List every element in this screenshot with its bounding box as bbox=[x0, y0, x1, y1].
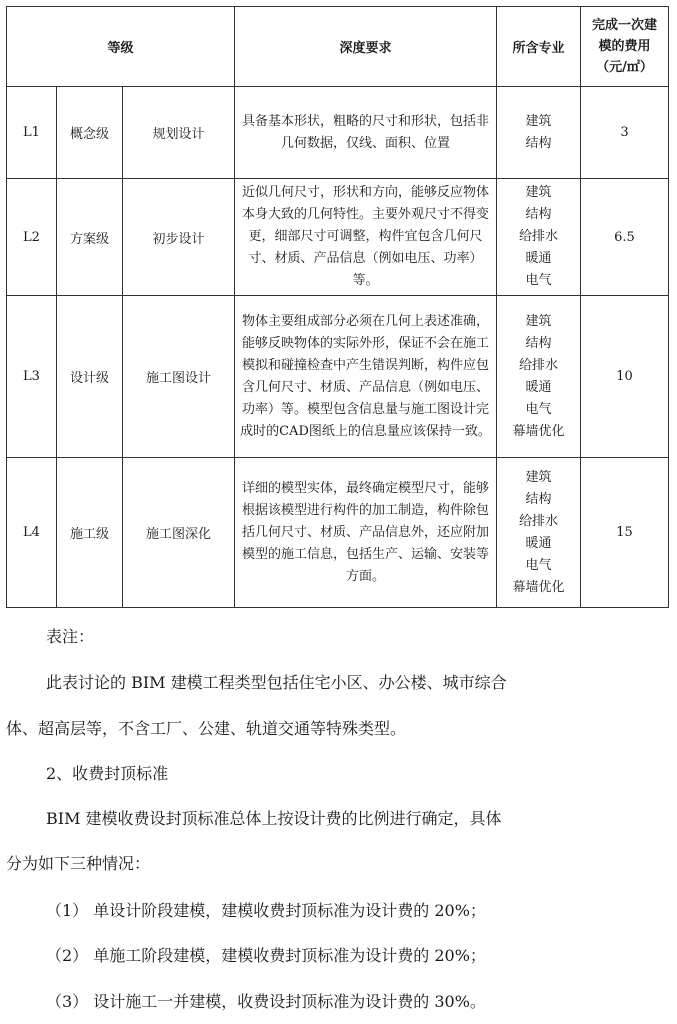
specialty-cell bbox=[497, 458, 581, 608]
level-cell: L4 bbox=[7, 458, 57, 608]
table-row bbox=[7, 296, 669, 458]
notes-line-1: 此表讨论的 BIM 建模工程类型包括住宅小区、办公楼、城市综合 bbox=[46, 673, 507, 692]
stage-cell: 施工图设计 bbox=[123, 296, 235, 458]
specialty-item: 电气 bbox=[525, 557, 552, 573]
specialty-item: 幕墙优化 bbox=[512, 579, 565, 595]
requirement-cell: 具备基本形状，粗略的尺寸和形状，包括非几何数据，仅线、面积、位置 bbox=[235, 87, 497, 179]
specialty-item: 给排水 bbox=[518, 357, 558, 373]
table-header-row bbox=[7, 7, 669, 87]
specialty-item: 结构 bbox=[525, 335, 552, 351]
specialty-item: 建筑 bbox=[525, 313, 552, 329]
grade-name-cell: 设计级 bbox=[57, 296, 123, 458]
notes-label: 表注： bbox=[46, 627, 95, 646]
specialty-cell bbox=[497, 296, 581, 458]
table-row bbox=[7, 458, 669, 608]
specialty-item: 暖通 bbox=[525, 379, 552, 395]
stage-cell: 初步设计 bbox=[123, 179, 235, 296]
stage-cell: 规划设计 bbox=[123, 87, 235, 179]
requirement-cell: 近似几何尺寸，形状和方向，能够反应物体本身大致的几何特性。主要外观尺寸不得变更，细部尺寸可调整，构件宜包含几何尺寸、材质、产品信息（例如电压、功率）等。 bbox=[235, 179, 497, 296]
requirement-cell: 物体主要组成部分必须在几何上表述准确，能够反映物体的实际外形，保证不会在施工模拟和碰撞检查中产生错误判断，构件应包含几何尺寸、材质、产品信息（例如电压、功率）等。模型包含信息量与施工图设计完成时的CAD图纸上的信息量应该保持一致。 bbox=[235, 296, 497, 458]
specialty-item: 给排水 bbox=[518, 229, 558, 244]
paragraph-line-2: 分为如下三种情况： bbox=[6, 854, 151, 873]
specialty-item: 幕墙优化 bbox=[512, 423, 565, 439]
header-grade: 等级 bbox=[7, 7, 235, 87]
specialty-item: 电气 bbox=[525, 401, 552, 417]
specialty-item: 暖通 bbox=[525, 251, 552, 266]
paragraph-line-1: BIM 建模收费设封顶标准总体上按设计费的比例进行确定，具体 bbox=[46, 809, 502, 828]
table-row bbox=[7, 87, 669, 179]
grade-name-cell: 概念级 bbox=[57, 87, 123, 179]
specialty-item: 电气 bbox=[525, 273, 552, 288]
header-cost-line2: 模的费用 bbox=[598, 39, 651, 54]
list-item-1: （1） 单设计阶段建模，建模收费封顶标准为设计费的 20%； bbox=[46, 901, 486, 920]
specialty-item: 建筑 bbox=[525, 185, 552, 200]
header-cost bbox=[581, 7, 669, 87]
notes-line-2: 体、超高层等，不含工厂、公建、轨道交通等特殊类型。 bbox=[6, 719, 407, 738]
section-heading: 2、收费封顶标准 bbox=[46, 764, 169, 783]
bim-grade-table bbox=[6, 6, 669, 608]
list-item-3: （3） 设计施工一并建模，收费设封顶标准为设计费的 30%。 bbox=[46, 992, 486, 1011]
specialty-item: 暖通 bbox=[525, 535, 552, 551]
header-requirement: 深度要求 bbox=[235, 7, 497, 87]
table-row bbox=[7, 179, 669, 296]
header-cost-line3: （元/㎡） bbox=[596, 60, 653, 75]
level-cell: L3 bbox=[7, 296, 57, 458]
level-cell: L1 bbox=[7, 87, 57, 179]
cost-cell: 15 bbox=[581, 458, 669, 608]
grade-name-cell: 施工级 bbox=[57, 458, 123, 608]
specialty-item: 结构 bbox=[525, 491, 552, 507]
specialty-item: 给排水 bbox=[518, 513, 558, 529]
specialty-cell bbox=[497, 87, 581, 179]
header-specialty: 所含专业 bbox=[497, 7, 581, 87]
specialty-cell bbox=[497, 179, 581, 296]
level-cell: L2 bbox=[7, 179, 57, 296]
cost-cell: 3 bbox=[581, 87, 669, 179]
stage-cell: 施工图深化 bbox=[123, 458, 235, 608]
cost-cell: 10 bbox=[581, 296, 669, 458]
cost-cell: 6.5 bbox=[581, 179, 669, 296]
specialty-item: 建筑 bbox=[525, 113, 552, 129]
specialty-item: 结构 bbox=[525, 135, 552, 151]
specialty-item: 建筑 bbox=[525, 469, 552, 485]
requirement-cell: 详细的模型实体，最终确定模型尺寸，能够根据该模型进行构件的加工制造，构件除包括几何尺寸、材质、产品信息外，还应附加模型的施工信息，包括生产、运输、安装等方面。 bbox=[235, 458, 497, 608]
list-item-2: （2） 单施工阶段建模，建模收费封顶标准为设计费的 20%； bbox=[46, 946, 486, 965]
header-cost-line1: 完成一次建 bbox=[591, 18, 657, 33]
grade-name-cell: 方案级 bbox=[57, 179, 123, 296]
specialty-item: 结构 bbox=[525, 207, 552, 222]
